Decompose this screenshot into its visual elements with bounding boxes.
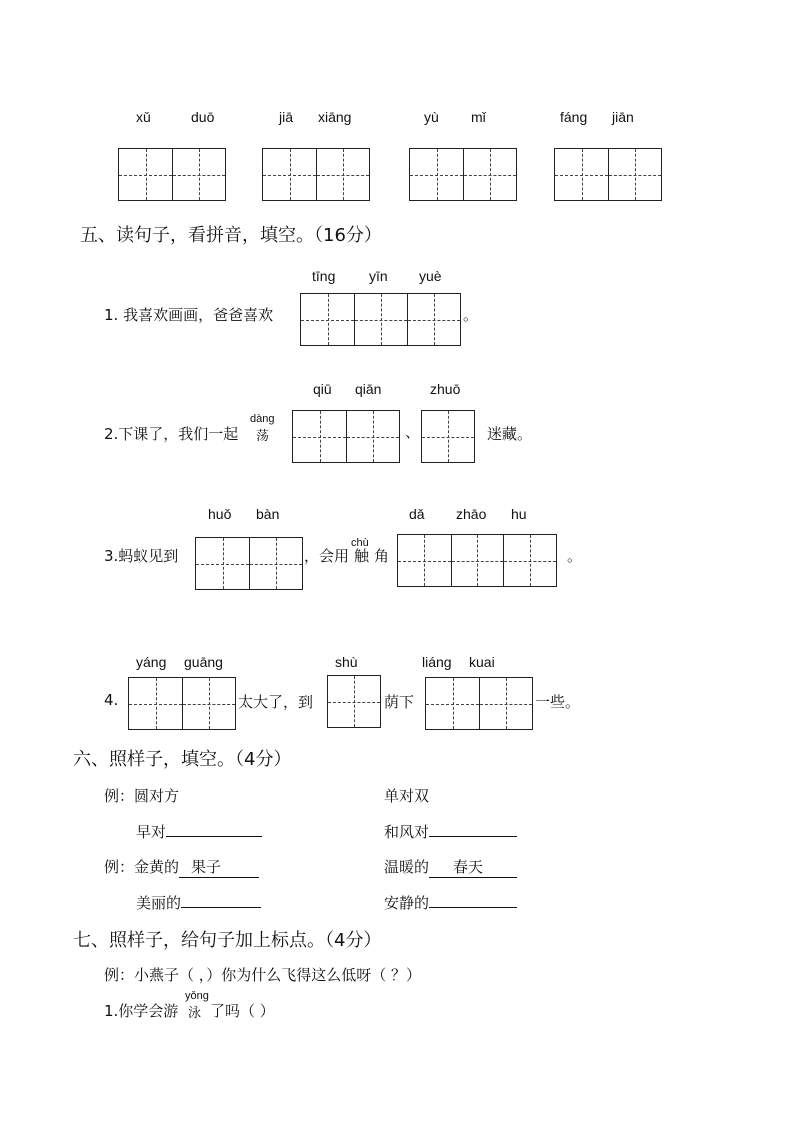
answer-blank[interactable] [429, 907, 517, 908]
pinyin-label: tīng [312, 268, 336, 284]
pinyin-label: qiān [355, 381, 382, 397]
pinyin-label: mǐ [471, 109, 486, 125]
question-1-suffix: 。 [463, 306, 479, 324]
pinyin-label: bàn [256, 506, 280, 522]
writing-grid[interactable] [262, 148, 370, 201]
example-text: 温暖的 春天 [384, 856, 517, 878]
example-text: 例：小燕子（ ，）你为什么飞得这么低呀（ ？） [104, 966, 422, 984]
pinyin-label: huǒ [208, 506, 232, 522]
writing-grid[interactable] [554, 148, 662, 201]
writing-grid[interactable] [128, 677, 236, 730]
writing-grid[interactable] [327, 675, 381, 728]
question-4-number: 4. [104, 691, 119, 709]
question-4-text: 太大了，到 [238, 693, 314, 711]
pinyin-label: xiāng [318, 109, 352, 125]
writing-grid[interactable] [118, 148, 226, 201]
question-2-suffix: 迷藏。 [487, 425, 533, 443]
separator: 、 [405, 423, 421, 441]
ruby-pinyin: yǒng [185, 990, 209, 1002]
answer-blank[interactable] [166, 836, 262, 837]
question-3-middle: ，会用 [304, 547, 350, 565]
writing-grid[interactable] [292, 410, 400, 463]
ruby-char: 触 [354, 547, 370, 565]
writing-grid[interactable] [195, 537, 303, 590]
question-3-suffix: 。 [567, 547, 583, 565]
question-text: 1.你学会游 [104, 1002, 179, 1020]
writing-grid[interactable] [421, 410, 475, 463]
ruby-pinyin: chù [351, 537, 369, 549]
writing-grid[interactable] [300, 293, 461, 346]
pinyin-label: hu [511, 506, 527, 522]
pinyin-label: yuè [419, 268, 442, 284]
question-2-text: 2.下课了，我们一起 [104, 425, 239, 443]
writing-grid[interactable] [409, 148, 517, 201]
pinyin-label: duō [191, 109, 215, 125]
section-6-title: 六、照样子，填空。（4分） [73, 749, 292, 770]
fill-prompt: 安静的 [384, 892, 517, 913]
writing-grid[interactable] [397, 534, 557, 587]
pinyin-label: dǎ [409, 506, 425, 522]
pinyin-label: kuai [469, 654, 495, 670]
ruby-char: 荡 [256, 429, 270, 444]
pinyin-label: zhāo [456, 506, 487, 522]
question-text[interactable]: 了吗（ ） [210, 1002, 275, 1020]
question-4-suffix: 一些。 [535, 693, 581, 711]
section-5-title: 五、读句子，看拼音，填空。（16分） [80, 225, 382, 246]
example-answer: 春天 [429, 856, 517, 878]
pinyin-label: yù [424, 109, 439, 125]
pinyin-label: yáng [136, 654, 167, 670]
pinyin-label: guāng [184, 654, 223, 670]
pinyin-label: zhuō [430, 381, 461, 397]
question-1-text: 1. 我喜欢画画，爸爸喜欢 [104, 306, 274, 324]
answer-blank[interactable] [429, 836, 517, 837]
writing-grid[interactable] [425, 677, 533, 730]
question-3-text: 3.蚂蚁见到 [104, 547, 179, 565]
fill-prompt: 和风对 [384, 821, 517, 842]
pinyin-label: shù [335, 654, 358, 670]
fill-prompt: 美丽的 [136, 892, 261, 913]
pinyin-label: jiā [279, 109, 294, 125]
example-text: 例：圆对方 [104, 787, 180, 805]
section-7-title: 七、照样子，给句子加上标点。（4分） [73, 930, 382, 951]
pinyin-label: liáng [422, 654, 452, 670]
question-3-after-ruby: 角 [374, 547, 390, 565]
ruby-pinyin: dàng [250, 413, 275, 425]
question-4-text: 荫下 [384, 693, 415, 711]
answer-blank[interactable] [181, 907, 261, 908]
pinyin-label: fáng [560, 109, 588, 125]
pinyin-label: jiān [612, 109, 634, 125]
ruby-char: 泳 [188, 1006, 202, 1021]
example-answer: 果子 [179, 856, 259, 878]
pinyin-label: xǔ [136, 109, 151, 125]
fill-prompt: 早对 [136, 821, 262, 842]
pinyin-label: qiū [313, 381, 332, 397]
pinyin-label: yīn [369, 268, 388, 284]
example-text: 例：金黄的 果子 [104, 856, 259, 878]
example-text: 单对双 [384, 787, 430, 805]
